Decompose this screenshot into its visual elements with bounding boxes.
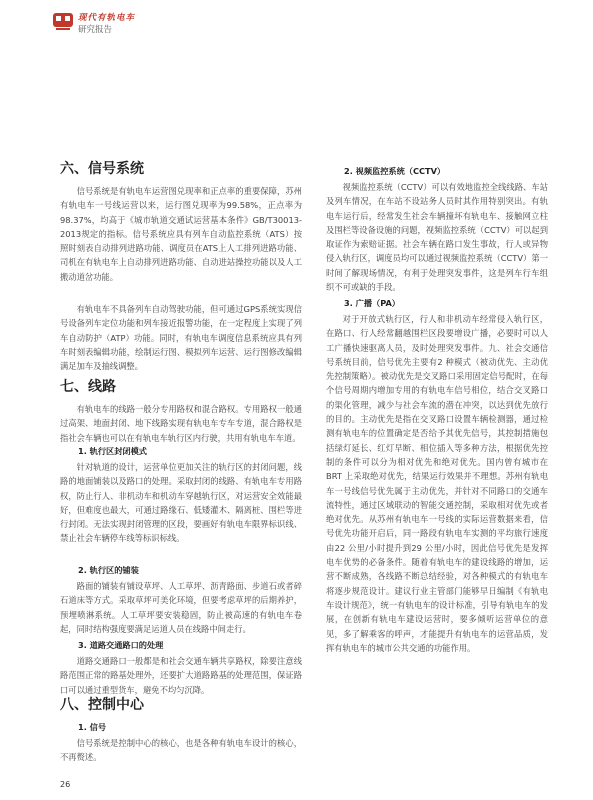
page-number: 26 (60, 780, 71, 789)
section-7-title: 七、线路 (60, 379, 116, 395)
section-8-sub-1: 1. 信号 (78, 722, 107, 732)
section-7-sub-3: 3. 道路交通路口的处理 (78, 640, 164, 650)
section-8-paragraph-1: 信号系统是控制中心的核心，也是各种有轨电车设计的核心，不再赘述。 (60, 738, 302, 763)
section-7-sub-2: 2. 轨行区的铺装 (78, 565, 139, 575)
pa-subheading: 3. 广播（PA） (344, 298, 400, 308)
section-7-paragraph-3: 路面的铺装有铺设草坪、人工草坪、沥青路面、步道石或者碎石道床等方式。采取草坪可美化环境，但要考虑草坪的后期养护，预埋喷淋系统。人工草坪要安装稳固，防止被高速的有轨电车卷起，同时结构强度要满足运道人员在线路中间走行。 (60, 581, 302, 634)
cctv-paragraph: 视频监控系统（CCTV）可以有效地监控全线线路、车站及列车情况，在车站不设站务人员时其作用特别突出。有轨电车运行后，经常发生社会车辆撞坏有轨电车、接触网立柱及围栏等设备设施的问题，视频监控系统（CCTV）可以起到取证作为索赔证据。社会车辆在路口发生事故，行人或异物侵入轨行区，调度员均可以通过视频监控系统（CCTV）第一时间了解现场情况，有利于处理突发事件，这是列车行车组织不可或缺的手段。 (326, 182, 548, 293)
report-header (52, 10, 172, 50)
section-6-paragraph-1: 信号系统是有轨电车运营图兑现率和正点率的重要保障，苏州有轨电车一号线运营以来，运行图兑现率为99.58%，正点率为98.37%，均高于《城市轨道交通试运营基本条件》GB/T30013-2013规定的指标。信号系统应具有列车自动监控系统（ATS）按照时刻表自动排列进路功能、调度员在ATS上人工排列进路功能、司机在有轨电车上自动排列进路功能、自动进站操控功能以及人工搬动道岔功能。 (60, 186, 302, 282)
section-7-paragraph-4: 道路交通路口一般都是和社会交通车辆共享路权，除要注意线路范围正常的路基处理外，还要扩大道路路基的处理范围，保证路口可以通过重型货车，避免不均匀沉降。 (60, 656, 302, 695)
brand-subtitle: 研究报告 (78, 25, 113, 35)
section-7-sub-1: 1. 轨行区封闭模式 (78, 446, 147, 456)
section-6-title: 六、信号系统 (60, 161, 144, 177)
brand-name: 现代有轨电车 (78, 13, 136, 23)
cctv-subheading: 2. 视频监控系统（CCTV） (344, 166, 446, 176)
pa-paragraph: 对于开放式轨行区，行人和非机动车经常侵入轨行区，在路口、行人经常翻越围栏区段要增设广播，必要时可以人工广播快速驱离人员，及时处理突发事件。九、社会交通信号系统目前，信号优先主要有2 种模式（被动优先、主动优先控制策略）。被动优先是交叉路口采用固定信号配时，在每个信号周期内增加专用的有轨电车信号相位，结合交叉路口的渠化管理，减少与社会车流的潜在冲突，以达到优先放行的目的。主动优先是指在交叉路口设置车辆检测器，通过检测有轨电车的位置确定是否给予其优先信号，其控制措施包括绿灯延长、红灯早断、相位插入等多种方法，根据优先控制的条件可以分为相对优先和绝对优先。国内曾有城市在BRT 上采取绝对优先，结果运行效果并不理想。苏州有轨电车一号线信号优先属于主动优先，并针对不同路口的交通车流特性，通过区域联动的智能交通控制，采取相对优先或者绝对优先。从苏州有轨电车一号线的实际运营数据来看，信号优先功能开启后，同一路段有轨电车实测的平均旅行速度由22 公里/小时提升到29 公里/小时，因此信号优先是发挥电车优势的必备条件。随着有轨电车的建设线路的增加，运营不断成熟，各线路不断总结经验，对各种模式的有轨电车将逐步规范设计。建议行业主管部门能够早日编制《有轨电车设计规范》，统一有轨电车的设计标准，引导有轨电车的发展，在创新有轨电车建设运营时，要多倾听运营单位的意见，多了解乘客的呼声，才能提升有轨电车的运营品质，发挥有轨电车的城市公共交通的功能作用。 (326, 314, 548, 653)
tram-logo-icon (52, 10, 74, 32)
section-7-paragraph-1: 有轨电车的线路一般分专用路权和混合路权。专用路权一般通过高架、地面封闭、地下线路实现有轨电车专车专道，混合路权是指社会车辆也可以在有轨电车轨行区内行驶，共用有轨电车车道。 (60, 404, 302, 443)
section-7-paragraph-2: 针对轨道的设计，运营单位更加关注的轨行区的封闭问题，线路的地面铺装以及路口的处理。采取封闭的线路、有轨电车专用路权，防止行人、非机动车和机动车穿越轨行区，对运营安全效能最好，但难度也最大，可通过路缘石、低矮灌木、隔离桩、围栏等进行封闭。无法实现封闭管理的区段，要画好有轨电车限界标识线、禁止社会车辆停车线等标识标线。 (60, 462, 302, 544)
section-6-paragraph-2: 有轨电车不具备列车自动驾驶功能，但可通过GPS系统实现信号设备列车定位功能和列车接近报警功能，在一定程度上实现了列车自动防护（ATP）功能。同时，有轨电车调度信息系统应具有列车时刻表编辑功能，绘制运行图、模拟列车运营、运行图修改编辑满足加车及抽线调整。 (60, 304, 302, 372)
section-8-title: 八、控制中心 (60, 697, 144, 713)
